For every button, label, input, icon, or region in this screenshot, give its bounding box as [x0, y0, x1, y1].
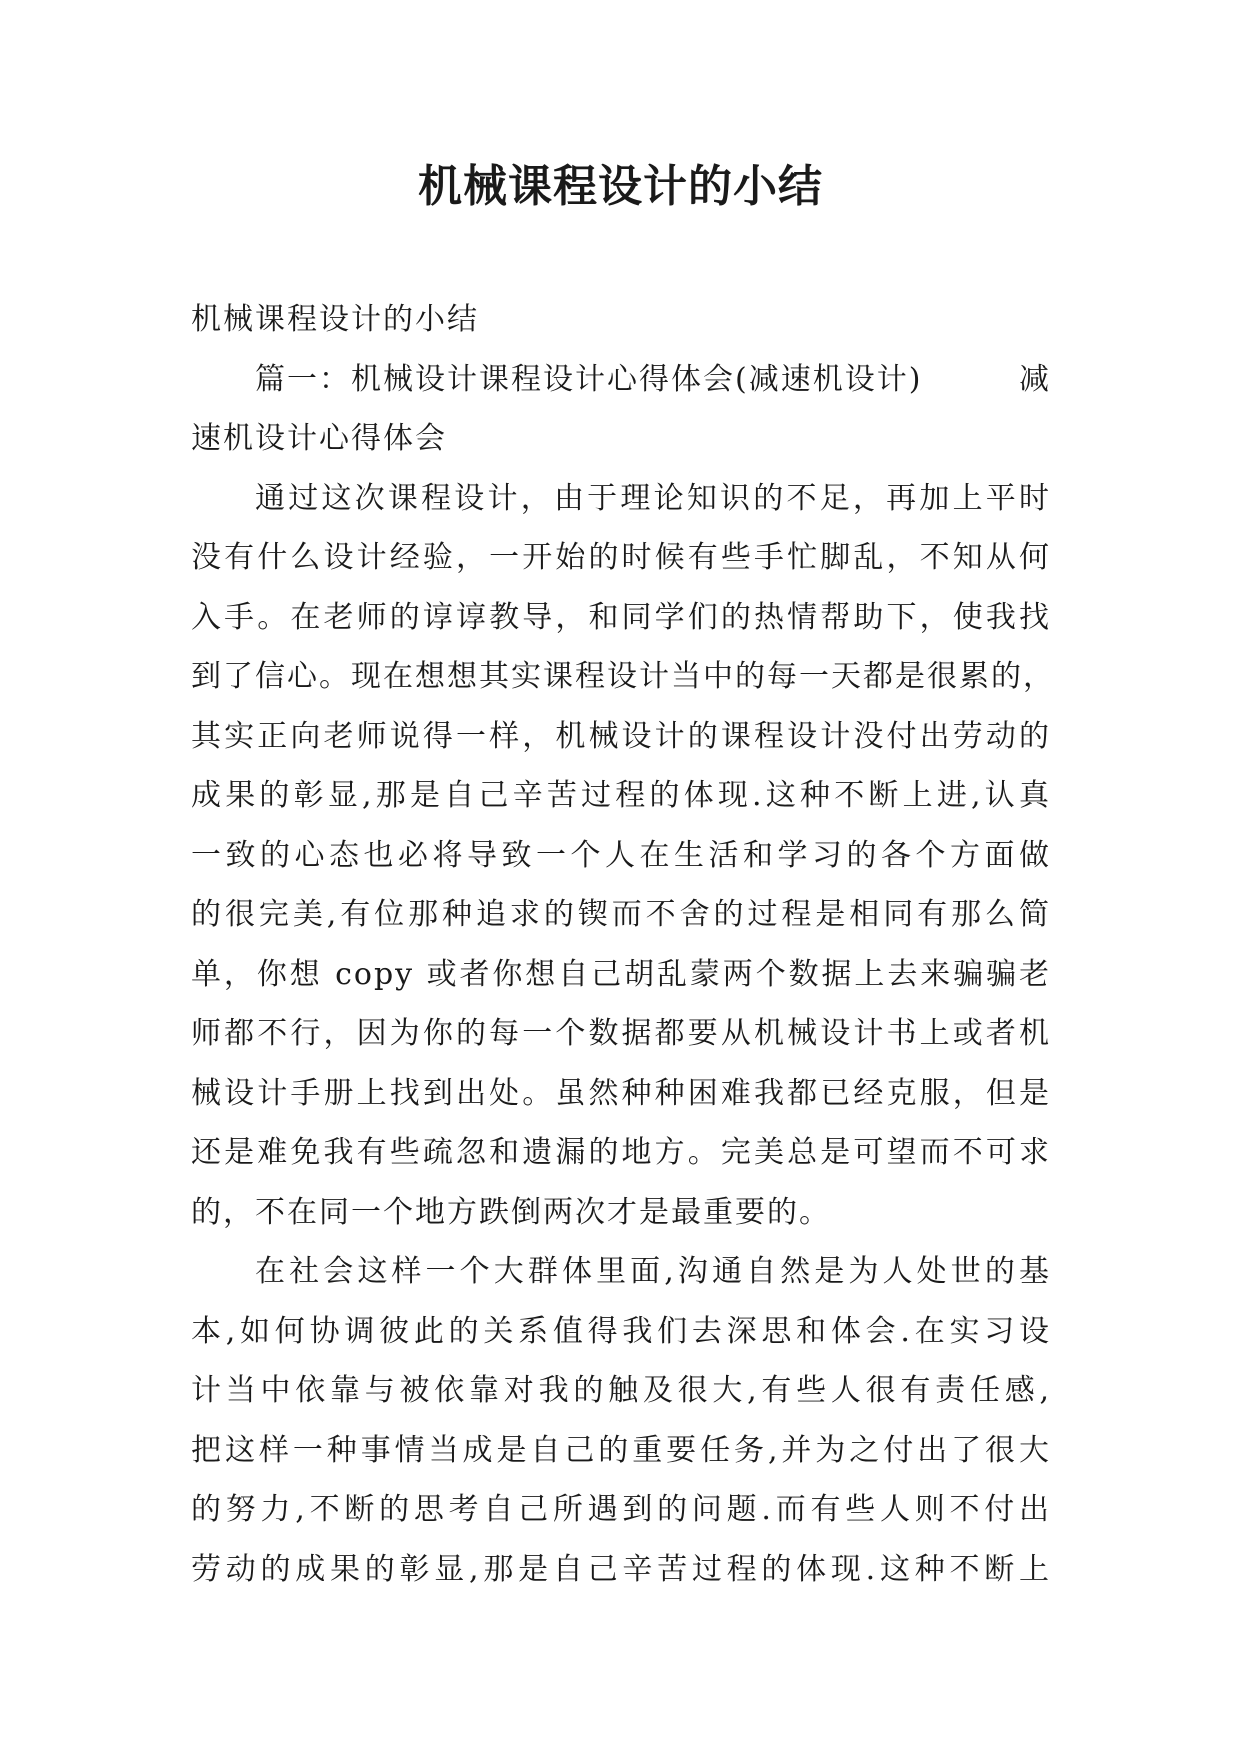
text-line: 通过这次课程设计，由于理论知识的不足，再加上平时	[255, 480, 1051, 516]
text-line: 劳动的成果的彰显,那是自己辛苦过程的体现.这种不断上	[191, 1551, 1051, 1587]
text-line: 到了信心。现在想想其实课程设计当中的每一天都是很累的，	[191, 659, 1055, 694]
text-line: 入手。在老师的谆谆教导，和同学们的热情帮助下，使我找	[191, 599, 1051, 635]
text-line: 还是难免我有些疏忽和遗漏的地方。完美总是可望而不可求	[191, 1135, 1051, 1170]
text-line: 没有什么设计经验，一开始的时候有些手忙脚乱，不知从何	[191, 540, 1051, 575]
text-line: 的很完美,有位那种追求的锲而不舍的过程是相同有那么简	[191, 897, 1051, 932]
text-line: 本,如何协调彼此的关系值得我们去深思和体会.在实习设	[191, 1313, 1051, 1349]
text-line: 在社会这样一个大群体里面,沟通自然是为人处世的基	[255, 1254, 1051, 1289]
text-line: 把这样一种事情当成是自己的重要任务,并为之付出了很大	[191, 1432, 1051, 1468]
text-line: 单，你想 copy 或者你想自己胡乱蒙两个数据上去来骗骗老	[191, 956, 1051, 992]
text-line: 计当中依靠与被依靠对我的触及很大,有些人很有责任感,	[191, 1373, 1051, 1408]
text-line: 师都不行，因为你的每一个数据都要从机械设计书上或者机	[191, 1016, 1051, 1051]
text-line	[191, 350, 1051, 410]
document-body	[191, 290, 1055, 1599]
text-line: 一致的心态也必将导致一个人在生活和学习的各个方面做	[191, 837, 1051, 873]
text-line: 的努力,不断的思考自己所遇到的问题.而有些人则不付出	[191, 1492, 1051, 1527]
text-line: 的，不在同一个地方跌倒两次才是最重要的。	[191, 1194, 831, 1230]
heading-text: 篇一：机械设计课程设计心得体会(减速机设计)	[255, 361, 923, 397]
page-title: 机械课程设计的小结	[418, 161, 823, 212]
text-line: 速机设计心得体会	[191, 421, 447, 456]
text-line: 成果的彰显,那是自己辛苦过程的体现.这种不断上进,认真	[191, 778, 1051, 813]
text-line: 械设计手册上找到出处。虽然种种困难我都已经克服，但是	[191, 1075, 1051, 1111]
text-line: 其实正向老师说得一样，机械设计的课程设计没付出劳动的	[191, 718, 1051, 754]
text-line: 机械课程设计的小结	[191, 302, 479, 337]
text-fragment: 减	[1019, 361, 1051, 397]
